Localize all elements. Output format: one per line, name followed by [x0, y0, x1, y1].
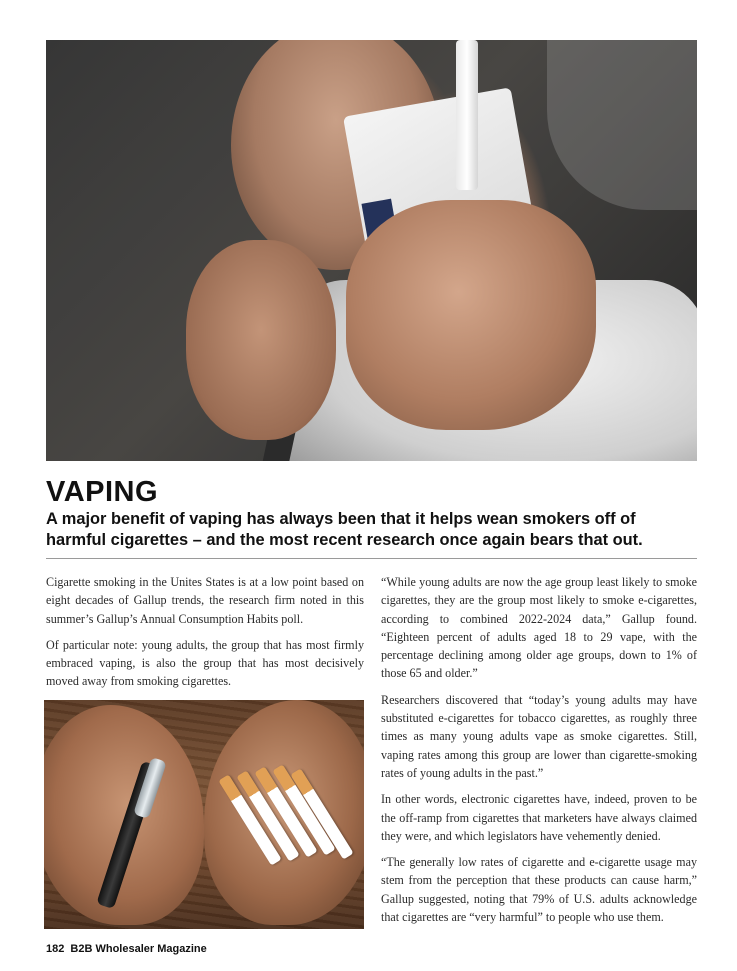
page-number: 182: [46, 943, 65, 955]
photo-hands-holding-ecig-and-cigarettes: [44, 700, 364, 929]
publication-name: B2B Wholesaler Magazine: [70, 943, 207, 955]
right-paragraph-1: “While young adults are now the age group least likely to smoke cigarettes, they are the group most likely to smoke e-cigarettes, according to combined 2022-2024 data,” Gallup found. “Eighteen percent of adults aged 18 to 29 vape, with the percentage declining among older age groups, down to 1% of those 65 and older.”: [381, 575, 697, 681]
hero-hand-with-vape: [186, 240, 336, 440]
right-paragraph-2: Researchers discovered that “today’s young adults may have substituted e-cigarettes for tobacco cigarettes, as roughly three times as many young adults vape as smoke cigarettes. Still, vaping rates among this group are lower than cigarette-smoking rates of young adults in the past.”: [381, 692, 697, 780]
left-paragraph-2: Of particular note: young adults, the group that has most firmly embraced vaping, is also the group that has most decisively moved away from smoking cigarettes.: [46, 637, 364, 689]
divider-line: [46, 558, 697, 559]
cigarettes-bundle: [234, 760, 354, 880]
page-footer: [46, 943, 207, 955]
article-title: VAPING: [46, 476, 159, 508]
right-column: [381, 573, 697, 934]
right-paragraph-3: In other words, electronic cigarettes have, indeed, proven to be the off-ramp from cigarettes that marketers have always claimed they were, and which legislators have vehemently denied.: [381, 792, 697, 843]
hero-photo-man-with-cigarettes-and-vape: [46, 40, 697, 461]
hero-cigarette: [456, 40, 478, 190]
hero-fist: [346, 200, 596, 430]
left-paragraph-1: Cigarette smoking in the Unites States is at a low point based on eight decades of Gallup trends, the research firm noted in this summer’s Gallup’s Annual Consumption Habits poll.: [46, 575, 364, 626]
right-paragraph-4: “The generally low rates of cigarette and e-cigarette usage may stem from the perception that these products can cause harm,” Gallup suggested, noting that 79% of U.S. adults acknowledge that cigarettes are “very harmful” to people who use them.: [381, 855, 697, 925]
article-subtitle: A major benefit of vaping has always been that it helps wean smokers off of harmful cigarettes – and the most recent research once again bears that out.: [46, 510, 643, 549]
left-column: [46, 573, 364, 699]
